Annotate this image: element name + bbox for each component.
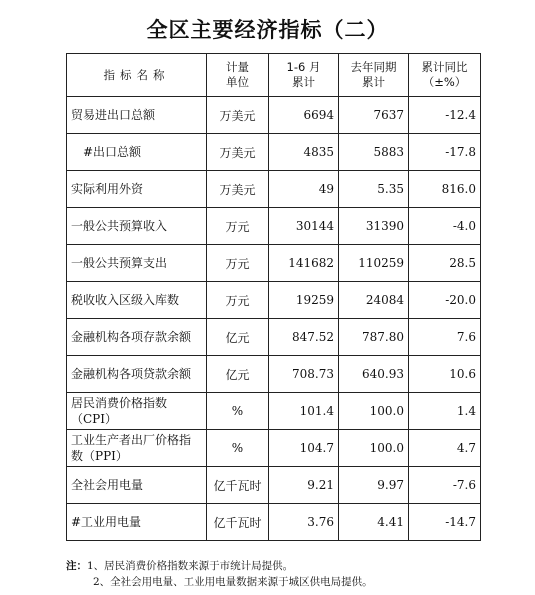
header-previous-line2: 累计 [362,75,385,89]
indicator-name: 一般公共预算收入 [67,208,207,245]
table-row [67,208,481,245]
table-row [67,430,481,467]
current-value: 101.4 [269,393,339,430]
indicators-table [66,53,481,541]
change-value: 1.4 [409,393,481,430]
current-value: 708.73 [269,356,339,393]
previous-value: 9.97 [339,467,409,504]
page-title: 全区主要经济指标（二） [146,18,389,42]
change-value: 816.0 [409,171,481,208]
table-row [67,245,481,282]
previous-value: 31390 [339,208,409,245]
indicator-unit: 亿元 [207,319,269,356]
header-change-line2: （±%） [422,75,467,89]
indicator-unit: 万元 [207,245,269,282]
indicator-name: 金融机构各项贷款余额 [67,356,207,393]
current-value: 6694 [269,97,339,134]
header-previous [339,54,409,97]
indicator-name: 全社会用电量 [67,467,207,504]
indicator-name: 居民消费价格指数（CPI） [67,393,207,430]
change-value: -12.4 [409,97,481,134]
indicator-unit: 万美元 [207,97,269,134]
previous-value: 110259 [339,245,409,282]
indicator-unit: % [207,393,269,430]
current-value: 49 [269,171,339,208]
indicator-name: 一般公共预算支出 [67,245,207,282]
header-unit-line1: 计量 [226,60,249,74]
current-value: 141682 [269,245,339,282]
previous-value: 7637 [339,97,409,134]
header-current-line1: 1-6 月 [286,60,321,74]
indicator-name: #工业用电量 [67,504,207,541]
header-unit [207,54,269,97]
footnote-label: 注： [66,560,87,572]
indicator-unit: % [207,430,269,467]
change-value: -20.0 [409,282,481,319]
indicator-unit: 万美元 [207,134,269,171]
indicator-name: 贸易进出口总额 [67,97,207,134]
indicator-name: 金融机构各项存款余额 [67,319,207,356]
current-value: 104.7 [269,430,339,467]
change-value: 7.6 [409,319,481,356]
current-value: 19259 [269,282,339,319]
previous-value: 24084 [339,282,409,319]
table-row [67,134,481,171]
change-value: -4.0 [409,208,481,245]
table-header-row [67,54,481,97]
previous-value: 5883 [339,134,409,171]
header-change-line1: 累计同比 [421,60,468,74]
table-row [67,356,481,393]
header-current [269,54,339,97]
indicator-unit: 万美元 [207,171,269,208]
indicator-unit: 万元 [207,282,269,319]
current-value: 9.21 [269,467,339,504]
table-row [67,319,481,356]
indicator-name: 工业生产者出厂价格指数（PPI） [67,430,207,467]
header-indicator-name: 指标名称 [67,54,207,97]
indicator-name: #出口总额 [67,134,207,171]
indicator-unit: 万元 [207,208,269,245]
change-value: -14.7 [409,504,481,541]
current-value: 4835 [269,134,339,171]
header-current-line2: 累计 [292,75,315,89]
current-value: 30144 [269,208,339,245]
indicator-unit: 亿千瓦时 [207,467,269,504]
table-row [67,504,481,541]
change-value: 4.7 [409,430,481,467]
footnote-2: 2、全社会用电量、工业用电量数据来源于城区供电局提供。 [93,576,373,588]
table-row [67,97,481,134]
change-value: 28.5 [409,245,481,282]
table-row [67,282,481,319]
current-value: 3.76 [269,504,339,541]
previous-value: 640.93 [339,356,409,393]
indicator-name: 税收收入区级入库数 [67,282,207,319]
previous-value: 4.41 [339,504,409,541]
footnote-1-text: 1、居民消费价格指数来源于市统计局提供。 [87,560,294,572]
change-value: 10.6 [409,356,481,393]
previous-value: 100.0 [339,393,409,430]
previous-value: 5.35 [339,171,409,208]
indicator-unit: 亿元 [207,356,269,393]
previous-value: 100.0 [339,430,409,467]
indicator-name: 实际利用外资 [67,171,207,208]
header-unit-line2: 单位 [226,75,249,89]
indicator-unit: 亿千瓦时 [207,504,269,541]
header-change [409,54,481,97]
footnotes [66,558,526,590]
header-previous-line1: 去年同期 [350,60,397,74]
footnote-1 [66,558,526,574]
table-row [67,171,481,208]
previous-value: 787.80 [339,319,409,356]
change-value: -17.8 [409,134,481,171]
current-value: 847.52 [269,319,339,356]
table-row [67,467,481,504]
change-value: -7.6 [409,467,481,504]
table-row [67,393,481,430]
